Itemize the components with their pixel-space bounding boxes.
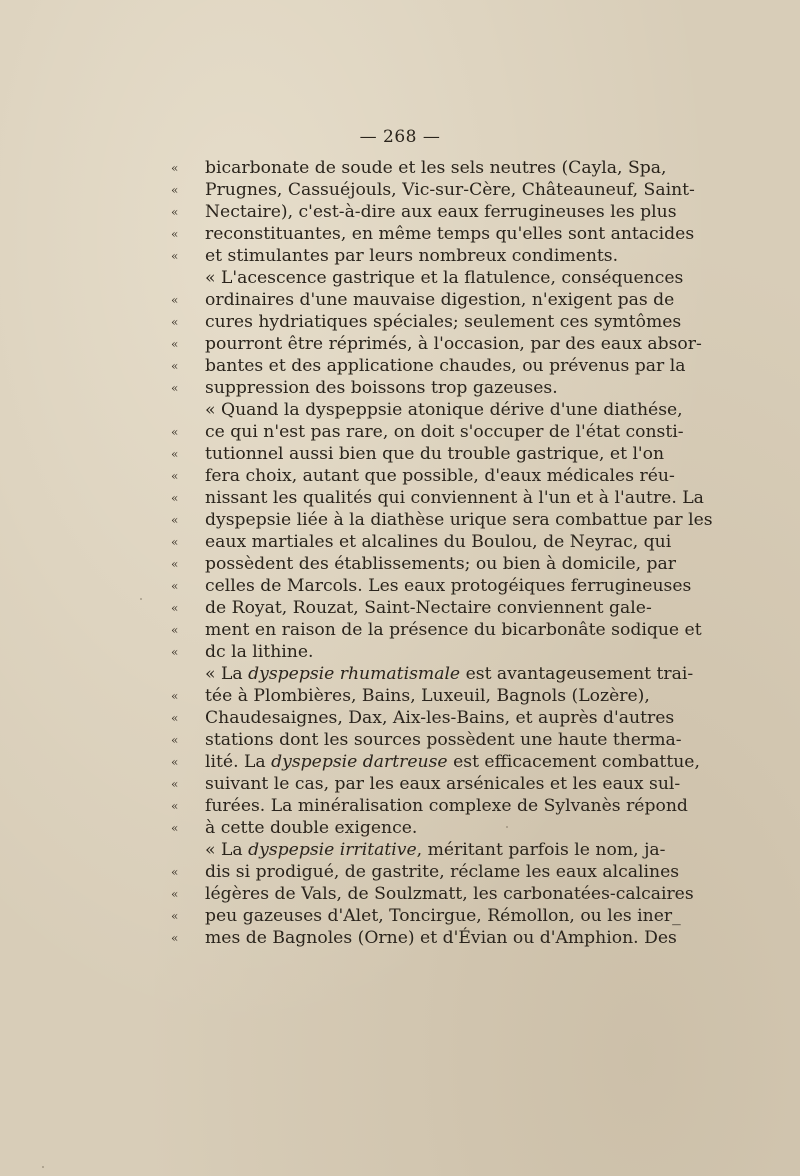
line-text [185,377,637,399]
line-text [185,927,677,949]
quote-mark: « [171,601,179,615]
text-line [171,289,675,311]
text-line [171,487,704,509]
line-text [185,685,650,707]
quote-mark: « [171,799,179,813]
text-line [171,861,680,883]
quote-mark: « [171,711,179,725]
text-segment: eaux martiales et alcalines du Boulou, de Neyrac, qui [205,532,672,552]
line-text [185,201,677,223]
text-segment: est avantageusement trai- [460,664,694,684]
quote-mark: « [171,887,179,901]
text-segment: bicarbonate de soude et les sels neutres (Cayla, Spa, [205,158,667,178]
text-segment: « Quand la dyspeppsie atonique dérive d'une diathése, [205,400,683,420]
quote-mark: « [171,183,179,197]
paper-speck [140,598,142,600]
text-line [171,707,675,729]
line-text [185,883,694,905]
line-text [185,663,694,685]
text-segment: reconstituantes, en même temps qu'elles sont antacides [205,224,695,244]
quote-mark: « [171,777,179,791]
quote-mark: « [171,645,179,659]
text-segment: et stimulantes par leurs nombreux condiments. [205,246,619,266]
line-text [185,245,637,267]
text-line [171,311,682,333]
line-text [185,619,702,641]
quote-mark: « [171,249,179,263]
text-segment: possèdent des établissements; ou bien à domicile, par [205,554,677,574]
text-line [171,795,688,817]
italic-term: dyspepsie rhumatismale [248,664,461,684]
quote-mark: « [171,359,179,373]
text-segment: furées. La minéralisation complexe de Sylvanès répond [205,796,688,816]
text-line [185,839,666,861]
text-line [171,443,665,465]
line-text [185,399,683,421]
line-text [185,729,682,751]
text-segment: ment en raison de la présence du bicarbonâte sodique et [205,620,702,640]
text-segment: tée à Plombières, Bains, Luxeuil, Bagnols (Lozère), [205,686,650,706]
quote-mark: « [171,381,179,395]
text-segment: légères de Vals, de Soulzmatt, les carbonatées-calcaires [205,884,694,904]
line-text [185,597,652,619]
line-text [185,839,666,861]
text-segment: suivant le cas, par les eaux arsénicales et les eaux sul- [205,774,681,794]
quote-mark: « [171,227,179,241]
text-segment: Chaudesaignes, Dax, Aix-les-Bains, et auprès d'autres [205,708,675,728]
quote-mark: « [171,909,179,923]
text-line [185,267,684,289]
paper-speck [42,1166,44,1168]
quote-mark: « [171,425,179,439]
italic-term: dyspepsie irritative [248,840,417,860]
text-line [171,553,677,575]
quote-mark: « [171,931,179,945]
text-line [171,905,681,927]
text-segment: dyspepsie liée à la diathèse urique sera combattue par les [205,510,713,530]
line-text [185,707,675,729]
text-segment: « La [205,664,249,684]
line-text [185,355,686,377]
quote-mark: « [171,557,179,571]
text-segment: de Royat, Rouzat, Saint-Nectaire conviennent gale- [205,598,652,618]
line-text [185,421,684,443]
line-text [185,575,692,597]
text-segment: « L'acescence gastrique et la flatulence, conséquences [205,268,684,288]
quote-mark: « [171,447,179,461]
text-segment: ordinaires d'une mauvaise digestion, n'exigent pas de [205,290,675,310]
quote-mark: « [171,293,179,307]
line-text [185,553,677,575]
italic-term: dyspepsie dartreuse [271,752,448,772]
text-line [171,509,713,531]
quote-mark: « [171,469,179,483]
text-line [171,751,700,773]
line-text [185,531,672,553]
quote-mark: « [171,689,179,703]
text-line [171,927,677,949]
line-text [185,817,637,839]
text-segment: à cette double exigence. [205,818,418,838]
text-segment: est efficacement combattue, [447,752,700,772]
text-segment: « La [205,840,249,860]
quote-mark: « [171,865,179,879]
line-text [185,443,665,465]
line-text [185,465,675,487]
quote-mark: « [171,579,179,593]
text-line [171,245,637,267]
line-text [185,289,675,311]
quote-mark: « [171,623,179,637]
text-line [171,619,702,641]
text-segment: Prugnes, Cassuéjouls, Vic-sur-Cère, Châteauneuf, Saint- [205,180,695,200]
text-segment: dc la lithine. [205,642,314,662]
line-text [185,333,702,355]
line-text [185,509,713,531]
body-text [171,157,713,949]
text-segment: pourront être réprimés, à l'occasion, par des eaux absor- [205,334,702,354]
line-text [185,773,681,795]
text-segment: fera choix, autant que possible, d'eaux médicales réu- [205,466,675,486]
text-segment: nissant les qualités qui conviennent à l'un et à l'autre. La [205,488,704,508]
text-segment: mes de Bagnoles (Orne) et d'Évian ou d'Amphion. Des [205,928,677,948]
text-line [171,465,675,487]
text-line [171,883,694,905]
text-line [171,773,681,795]
text-segment: tutionnel aussi bien que du trouble gastrique, et l'on [205,444,665,464]
text-segment: , méritant parfois le nom, ja- [416,840,666,860]
quote-mark: « [171,337,179,351]
text-line [171,157,667,179]
text-segment: suppression des boissons trop gazeuses. [205,378,558,398]
quote-mark: « [171,733,179,747]
text-segment: ce qui n'est pas rare, on doit s'occuper de l'état consti- [205,422,684,442]
text-line [171,575,692,597]
text-segment: bantes et des applicatione chaudes, ou prévenus par la [205,356,686,376]
line-text [185,905,681,927]
text-segment: stations dont les sources possèdent une haute therma- [205,730,682,750]
text-line [171,201,677,223]
line-text [185,487,704,509]
text-segment: celles de Marcols. Les eaux protogéiques ferrugineuses [205,576,692,596]
quote-mark: « [171,755,179,769]
text-line [171,685,650,707]
text-line [171,729,682,751]
text-segment: peu gazeuses d'Alet, Toncirgue, Rémollon, ou les iner_ [205,906,681,926]
text-line [171,641,637,663]
line-text [185,267,684,289]
text-segment: Nectaire), c'est-à-dire aux eaux ferrugineuses les plus [205,202,677,222]
text-line [185,399,683,421]
quote-mark: « [171,821,179,835]
quote-mark: « [171,535,179,549]
quote-mark: « [171,513,179,527]
text-line [171,333,702,355]
text-segment: dis si prodigué, de gastrite, réclame les eaux alcalines [205,862,680,882]
text-line [171,223,695,245]
text-line [171,421,684,443]
line-text [185,157,667,179]
text-line [171,597,652,619]
line-text [185,179,695,201]
page-number: — 268 — [359,127,441,147]
text-segment: lité. La [205,752,272,772]
line-text [185,751,700,773]
text-line [171,377,637,399]
quote-mark: « [171,315,179,329]
line-text [185,861,680,883]
text-segment: cures hydriatiques spéciales; seulement ces symtômes [205,312,682,332]
line-text [185,795,688,817]
text-line [185,663,694,685]
quote-mark: « [171,161,179,175]
text-line [171,531,672,553]
text-line [171,179,695,201]
line-text [185,641,637,663]
quote-mark: « [171,491,179,505]
text-line [171,817,637,839]
line-text [185,311,682,333]
paper-speck [506,826,508,828]
text-line [171,355,686,377]
quote-mark: « [171,205,179,219]
line-text [185,223,695,245]
